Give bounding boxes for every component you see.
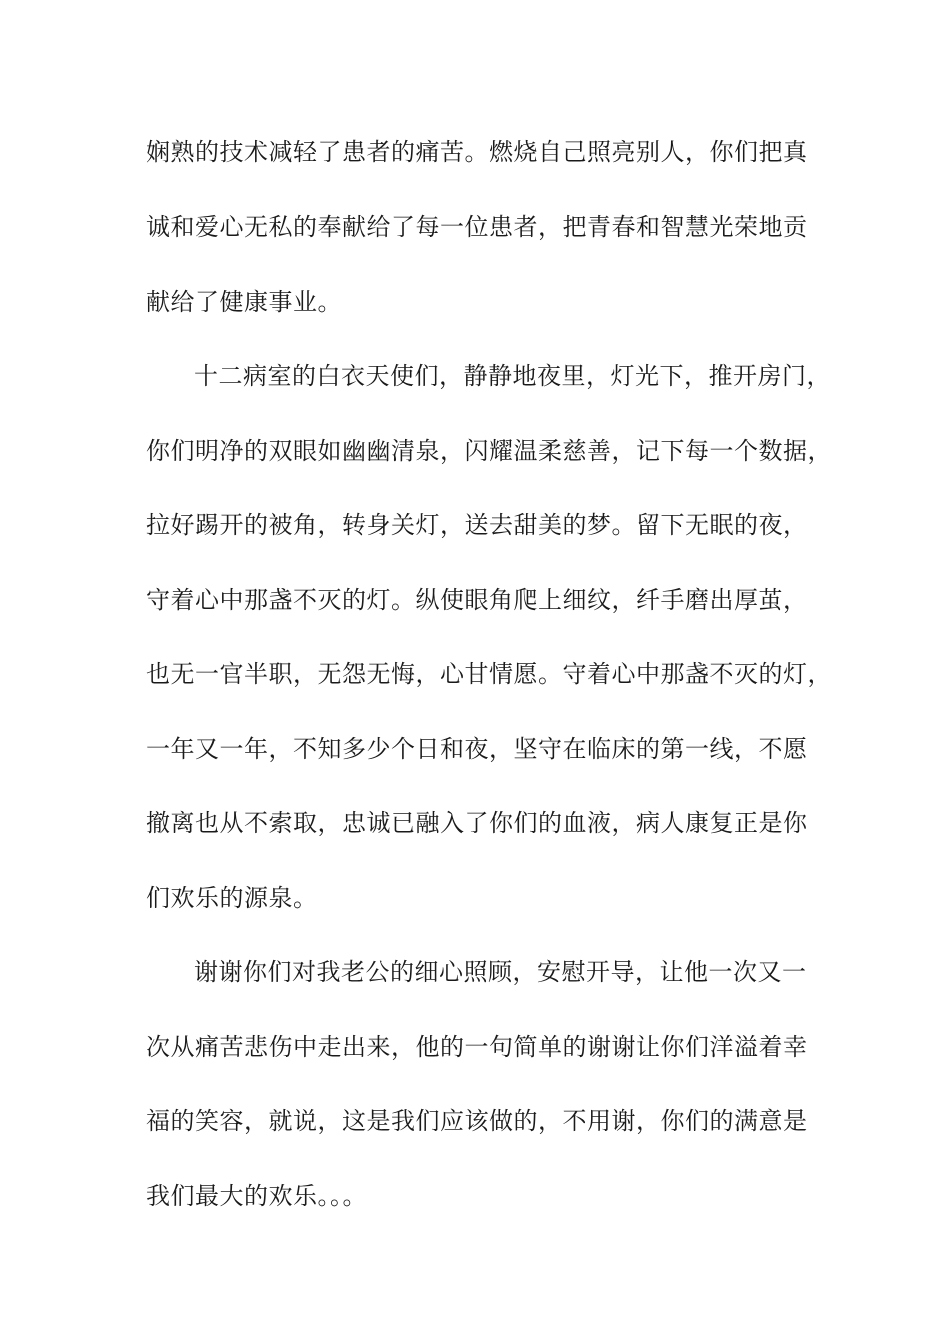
text-line: 也无一官半职，无怨无悔，心甘情愿。守着心中那盏不灭的灯， — [146, 660, 832, 688]
paragraph-first-line: 十二病室的白衣天使们，静静地夜里，灯光下，推开房门， — [194, 362, 831, 390]
text-line: 我们最大的欢乐。。。 — [146, 1182, 367, 1210]
text-line: 你们明净的双眼如幽幽清泉，闪耀温柔慈善，记下每一个数据， — [146, 437, 832, 465]
text-line: 守着心中那盏不灭的灯。纵使眼角爬上细纹，纤手磨出厚茧， — [146, 586, 808, 614]
text-line: 诚和爱心无私的奉献给了每一位患者，把青春和智慧光荣地贡 — [146, 213, 808, 241]
text-line: 献给了健康事业。 — [146, 288, 342, 316]
text-line: 拉好踢开的被角，转身关灯，送去甜美的梦。留下无眠的夜， — [146, 511, 808, 539]
text-line: 娴熟的技术减轻了患者的痛苦。燃烧自己照亮别人，你们把真 — [146, 138, 808, 166]
text-line: 福的笑容，就说，这是我们应该做的，不用谢，你们的满意是 — [146, 1107, 808, 1135]
text-line: 们欢乐的源泉。 — [146, 884, 318, 912]
text-line: 撤离也从不索取，忠诚已融入了你们的血液，病人康复正是你 — [146, 809, 808, 837]
text-line: 一年又一年，不知多少个日和夜，坚守在临床的第一线，不愿 — [146, 735, 808, 763]
paragraph-first-line: 谢谢你们对我老公的细心照顾，安慰开导，让他一次又一 — [194, 958, 807, 986]
text-line: 次从痛苦悲伤中走出来，他的一句简单的谢谢让你们洋溢着幸 — [146, 1033, 808, 1061]
